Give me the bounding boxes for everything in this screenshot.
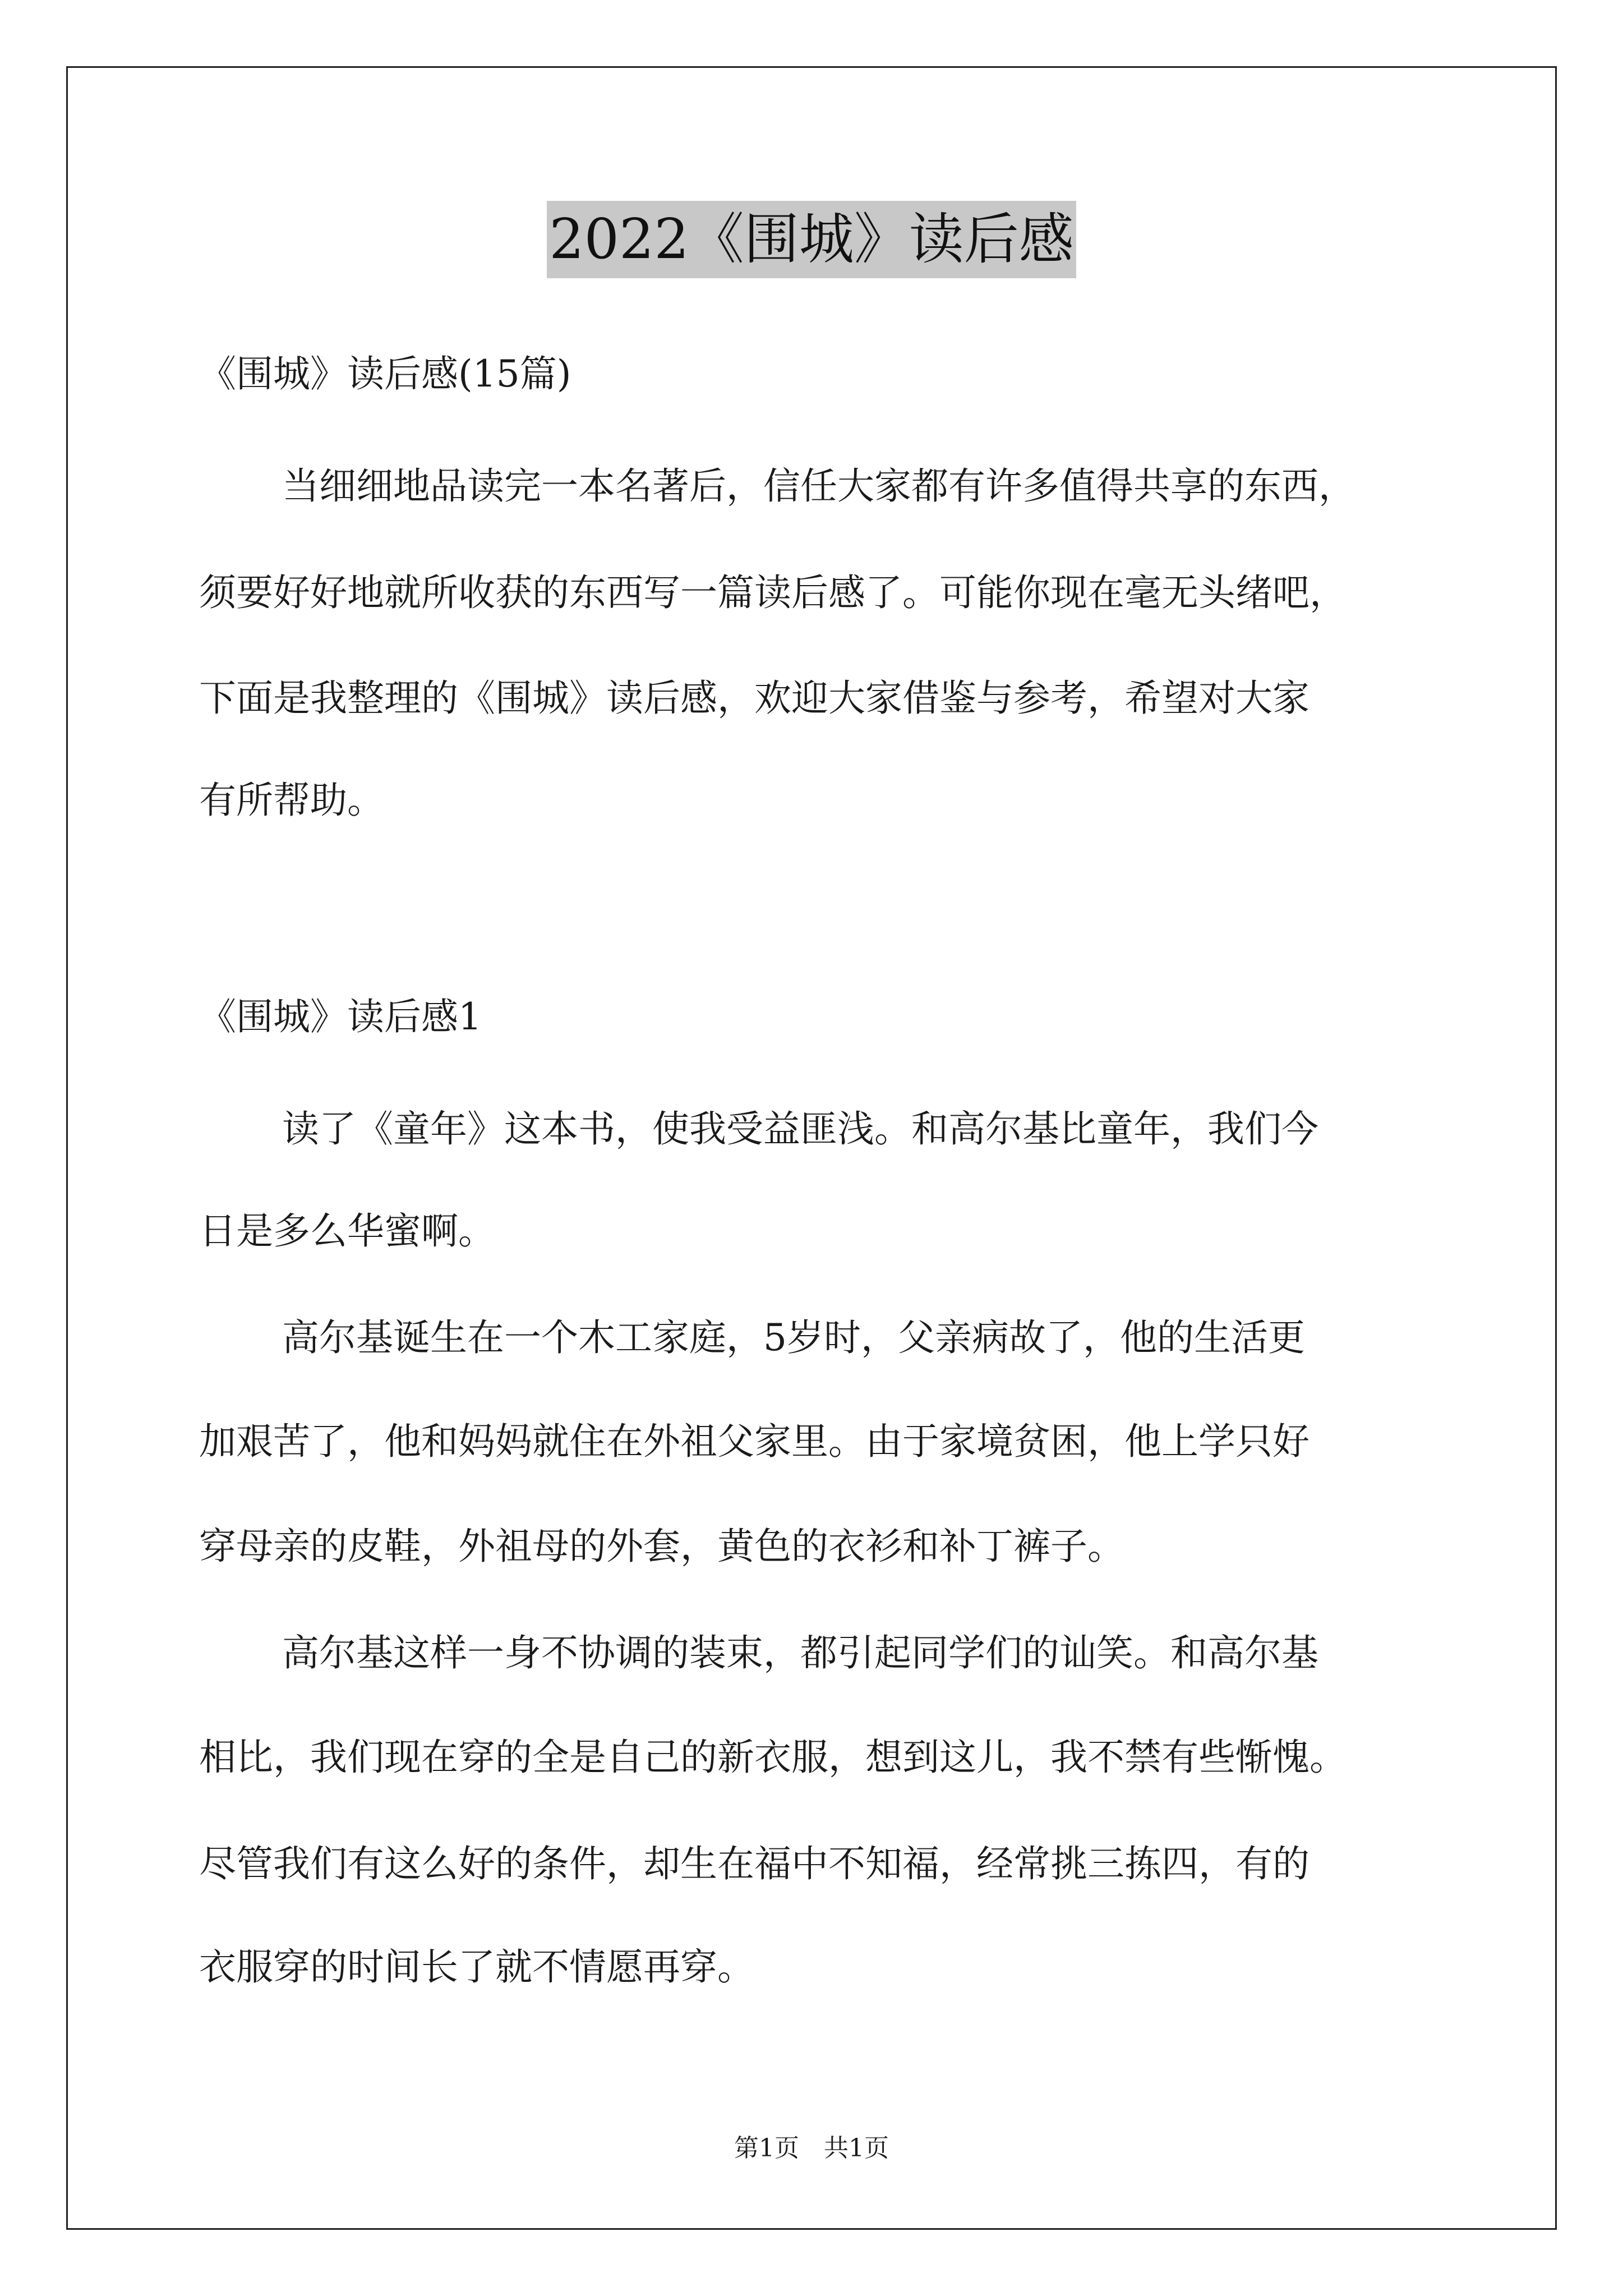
page-number-footer: 第1页 共1页 (734, 2134, 889, 2162)
paragraph-line: 读了《童年》这本书，使我受益匪浅。和高尔基比童年，我们今 (282, 1107, 1318, 1151)
intro-line: 须要好好地就所收获的东西写一篇读后感了。可能你现在毫无头绪吧， (199, 571, 1347, 614)
paragraph-line: 穿母亲的皮鞋，外祖母的外套，黄色的衣衫和补丁裤子。 (199, 1525, 1124, 1568)
intro-line: 有所帮助。 (199, 779, 384, 822)
document-subtitle: 《围城》读后感(15篇) (199, 352, 571, 395)
paragraph-line: 加艰苦了，他和妈妈就住在外祖父家里。由于家境贫困，他上学只好 (199, 1420, 1310, 1463)
paragraph-line: 相比，我们现在穿的全是自己的新衣服，想到这儿，我不禁有些惭愧。 (199, 1736, 1347, 1779)
document-title: 2022《围城》读后感 (547, 201, 1076, 278)
paragraph-line: 高尔基诞生在一个木工家庭，5岁时，父亲病故了，他的生活更 (282, 1316, 1305, 1359)
intro-line: 当细细地品读完一本名著后，信任大家都有许多值得共享的东西， (282, 464, 1355, 508)
intro-line: 下面是我整理的《围城》读后感，欢迎大家借鉴与参考，希望对大家 (199, 677, 1310, 720)
paragraph-line: 高尔基这样一身不协调的装束，都引起同学们的讪笑。和高尔基 (282, 1631, 1318, 1674)
paragraph-line: 日是多么华蜜啊。 (199, 1209, 495, 1253)
paragraph-line: 衣服穿的时间长了就不情愿再穿。 (199, 1945, 754, 1989)
section-heading: 《围城》读后感1 (199, 995, 482, 1038)
paragraph-line: 尽管我们有这么好的条件，却生在福中不知福，经常挑三拣四，有的 (199, 1842, 1310, 1885)
title-container (0, 201, 1623, 278)
